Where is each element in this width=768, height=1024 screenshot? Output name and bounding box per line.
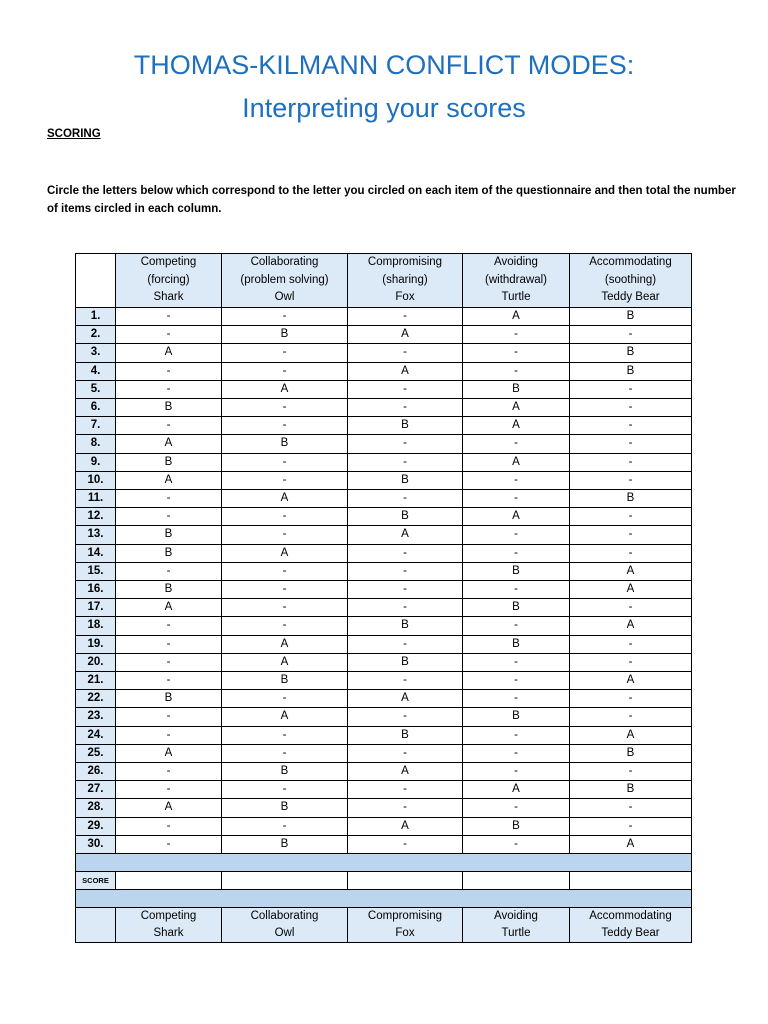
answer-cell-compromising[interactable]: A bbox=[348, 362, 463, 380]
answer-cell-compromising[interactable]: - bbox=[348, 672, 463, 690]
footer-row bbox=[76, 908, 692, 943]
item-number: 24. bbox=[76, 726, 116, 744]
item-number: 19. bbox=[76, 635, 116, 653]
answer-cell-accommodating[interactable]: - bbox=[570, 599, 692, 617]
answer-cell-collaborating[interactable]: A bbox=[222, 708, 348, 726]
score-cell-collaborating[interactable] bbox=[222, 872, 348, 890]
answer-cell-avoiding[interactable]: B bbox=[463, 817, 570, 835]
answer-cell-competing[interactable]: B bbox=[116, 399, 222, 417]
score-cell-avoiding[interactable] bbox=[463, 872, 570, 890]
answer-cell-competing[interactable]: - bbox=[116, 726, 222, 744]
table-row bbox=[76, 308, 692, 326]
answer-cell-compromising[interactable]: - bbox=[348, 562, 463, 580]
item-number: 20. bbox=[76, 653, 116, 671]
item-number: 22. bbox=[76, 690, 116, 708]
footer-avoiding: Avoiding Turtle bbox=[463, 908, 570, 943]
item-number: 21. bbox=[76, 672, 116, 690]
answer-cell-accommodating[interactable]: - bbox=[570, 799, 692, 817]
table-row bbox=[76, 526, 692, 544]
answer-cell-compromising[interactable]: - bbox=[348, 490, 463, 508]
answer-cell-accommodating[interactable]: - bbox=[570, 435, 692, 453]
score-cell-competing[interactable] bbox=[116, 872, 222, 890]
answer-cell-compromising[interactable]: - bbox=[348, 744, 463, 762]
answer-cell-collaborating[interactable]: B bbox=[222, 435, 348, 453]
table-row bbox=[76, 508, 692, 526]
answer-cell-compromising[interactable]: - bbox=[348, 399, 463, 417]
table-row bbox=[76, 380, 692, 398]
item-number: 12. bbox=[76, 508, 116, 526]
item-number: 13. bbox=[76, 526, 116, 544]
scoring-table bbox=[75, 253, 692, 943]
answer-cell-accommodating[interactable]: - bbox=[570, 690, 692, 708]
answer-cell-accommodating[interactable]: B bbox=[570, 744, 692, 762]
answer-cell-compromising[interactable]: B bbox=[348, 726, 463, 744]
item-number: 16. bbox=[76, 581, 116, 599]
answer-cell-accommodating[interactable]: A bbox=[570, 562, 692, 580]
answer-cell-compromising[interactable]: - bbox=[348, 344, 463, 362]
answer-cell-compromising[interactable]: A bbox=[348, 763, 463, 781]
answer-cell-accommodating[interactable]: - bbox=[570, 417, 692, 435]
answer-cell-competing[interactable]: B bbox=[116, 453, 222, 471]
answer-cell-avoiding[interactable]: B bbox=[463, 708, 570, 726]
table-row bbox=[76, 708, 692, 726]
answer-cell-competing[interactable]: - bbox=[116, 635, 222, 653]
answer-cell-competing[interactable]: - bbox=[116, 653, 222, 671]
answer-cell-collaborating[interactable]: - bbox=[222, 781, 348, 799]
answer-cell-avoiding[interactable]: A bbox=[463, 508, 570, 526]
answer-cell-competing[interactable]: - bbox=[116, 380, 222, 398]
answer-cell-avoiding[interactable]: B bbox=[463, 599, 570, 617]
item-number: 8. bbox=[76, 435, 116, 453]
answer-cell-collaborating[interactable]: - bbox=[222, 690, 348, 708]
answer-cell-collaborating[interactable]: - bbox=[222, 562, 348, 580]
answer-cell-competing[interactable]: - bbox=[116, 562, 222, 580]
answer-cell-accommodating[interactable]: - bbox=[570, 708, 692, 726]
table-row bbox=[76, 435, 692, 453]
answer-cell-competing[interactable]: B bbox=[116, 581, 222, 599]
table-row bbox=[76, 653, 692, 671]
answer-cell-accommodating[interactable]: - bbox=[570, 763, 692, 781]
answer-cell-competing[interactable]: B bbox=[116, 526, 222, 544]
item-number: 10. bbox=[76, 471, 116, 489]
answer-cell-accommodating[interactable]: - bbox=[570, 326, 692, 344]
answer-cell-avoiding[interactable]: - bbox=[463, 544, 570, 562]
answer-cell-collaborating[interactable]: - bbox=[222, 471, 348, 489]
answer-cell-compromising[interactable]: B bbox=[348, 653, 463, 671]
answer-cell-collaborating[interactable]: A bbox=[222, 635, 348, 653]
answer-cell-avoiding[interactable]: - bbox=[463, 835, 570, 853]
header-accommodating: Accommodating (soothing) Teddy Bear bbox=[570, 254, 692, 308]
answer-cell-avoiding[interactable]: - bbox=[463, 726, 570, 744]
answer-cell-collaborating[interactable]: - bbox=[222, 581, 348, 599]
score-cell-compromising[interactable] bbox=[348, 872, 463, 890]
answer-cell-avoiding[interactable]: - bbox=[463, 690, 570, 708]
answer-cell-compromising[interactable]: - bbox=[348, 708, 463, 726]
table-row bbox=[76, 453, 692, 471]
header-blank-cell bbox=[76, 254, 116, 308]
item-number: 17. bbox=[76, 599, 116, 617]
answer-cell-compromising[interactable]: - bbox=[348, 835, 463, 853]
answer-cell-accommodating[interactable]: - bbox=[570, 508, 692, 526]
answer-cell-accommodating[interactable]: - bbox=[570, 380, 692, 398]
answer-cell-compromising[interactable]: A bbox=[348, 326, 463, 344]
table-row bbox=[76, 599, 692, 617]
table-row bbox=[76, 781, 692, 799]
answer-cell-avoiding[interactable]: B bbox=[463, 562, 570, 580]
answer-cell-avoiding[interactable]: B bbox=[463, 380, 570, 398]
answer-cell-collaborating[interactable]: - bbox=[222, 744, 348, 762]
header-competing: Competing (forcing) Shark bbox=[116, 254, 222, 308]
score-row bbox=[76, 872, 692, 890]
answer-cell-collaborating[interactable]: B bbox=[222, 672, 348, 690]
item-number: 6. bbox=[76, 399, 116, 417]
answer-cell-competing[interactable]: A bbox=[116, 744, 222, 762]
item-rows bbox=[76, 308, 692, 854]
answer-cell-accommodating[interactable]: A bbox=[570, 726, 692, 744]
shaded-separator-row bbox=[76, 854, 692, 872]
answer-cell-competing[interactable]: - bbox=[116, 672, 222, 690]
answer-cell-competing[interactable]: - bbox=[116, 835, 222, 853]
item-number: 23. bbox=[76, 708, 116, 726]
answer-cell-avoiding[interactable]: - bbox=[463, 581, 570, 599]
table-row bbox=[76, 326, 692, 344]
answer-cell-collaborating[interactable]: A bbox=[222, 380, 348, 398]
answer-cell-compromising[interactable]: - bbox=[348, 380, 463, 398]
item-number: 26. bbox=[76, 763, 116, 781]
answer-cell-competing[interactable]: - bbox=[116, 417, 222, 435]
answer-cell-competing[interactable]: - bbox=[116, 508, 222, 526]
item-number: 1. bbox=[76, 308, 116, 326]
answer-cell-collaborating[interactable]: - bbox=[222, 344, 348, 362]
item-number: 4. bbox=[76, 362, 116, 380]
answer-cell-compromising[interactable]: B bbox=[348, 471, 463, 489]
item-number: 5. bbox=[76, 380, 116, 398]
answer-cell-competing[interactable]: A bbox=[116, 471, 222, 489]
answer-cell-avoiding[interactable]: - bbox=[463, 490, 570, 508]
answer-cell-avoiding[interactable]: B bbox=[463, 635, 570, 653]
table-row bbox=[76, 835, 692, 853]
answer-cell-collaborating[interactable]: - bbox=[222, 508, 348, 526]
answer-cell-collaborating[interactable]: - bbox=[222, 362, 348, 380]
answer-cell-accommodating[interactable]: A bbox=[570, 672, 692, 690]
item-number: 15. bbox=[76, 562, 116, 580]
answer-cell-collaborating[interactable]: - bbox=[222, 617, 348, 635]
item-number: 29. bbox=[76, 817, 116, 835]
answer-cell-compromising[interactable]: - bbox=[348, 781, 463, 799]
item-number: 30. bbox=[76, 835, 116, 853]
answer-cell-avoiding[interactable]: A bbox=[463, 308, 570, 326]
answer-cell-compromising[interactable]: B bbox=[348, 417, 463, 435]
answer-cell-collaborating[interactable]: - bbox=[222, 726, 348, 744]
answer-cell-avoiding[interactable]: - bbox=[463, 744, 570, 762]
answer-cell-avoiding[interactable]: - bbox=[463, 362, 570, 380]
footer-compromising: Compromising Fox bbox=[348, 908, 463, 943]
answer-cell-avoiding[interactable]: - bbox=[463, 326, 570, 344]
answer-cell-collaborating[interactable]: B bbox=[222, 763, 348, 781]
item-number: 11. bbox=[76, 490, 116, 508]
answer-cell-accommodating[interactable]: - bbox=[570, 471, 692, 489]
section-label: SCORING bbox=[47, 128, 101, 140]
answer-cell-competing[interactable]: - bbox=[116, 617, 222, 635]
answer-cell-competing[interactable]: B bbox=[116, 544, 222, 562]
answer-cell-compromising[interactable]: - bbox=[348, 544, 463, 562]
answer-cell-competing[interactable]: A bbox=[116, 344, 222, 362]
table-row bbox=[76, 690, 692, 708]
answer-cell-accommodating[interactable]: - bbox=[570, 635, 692, 653]
answer-cell-accommodating[interactable]: B bbox=[570, 781, 692, 799]
table-row bbox=[76, 562, 692, 580]
table-row bbox=[76, 672, 692, 690]
answer-cell-competing[interactable]: - bbox=[116, 308, 222, 326]
answer-cell-collaborating[interactable]: - bbox=[222, 453, 348, 471]
answer-cell-collaborating[interactable]: A bbox=[222, 544, 348, 562]
table-row bbox=[76, 763, 692, 781]
answer-cell-avoiding[interactable]: - bbox=[463, 344, 570, 362]
answer-cell-accommodating[interactable]: - bbox=[570, 526, 692, 544]
answer-cell-competing[interactable]: - bbox=[116, 362, 222, 380]
answer-cell-avoiding[interactable]: - bbox=[463, 672, 570, 690]
item-number: 9. bbox=[76, 453, 116, 471]
footer-competing: Competing Shark bbox=[116, 908, 222, 943]
answer-cell-avoiding[interactable]: - bbox=[463, 471, 570, 489]
table-row bbox=[76, 726, 692, 744]
item-number: 28. bbox=[76, 799, 116, 817]
answer-cell-collaborating[interactable]: B bbox=[222, 835, 348, 853]
answer-cell-accommodating[interactable]: - bbox=[570, 817, 692, 835]
answer-cell-compromising[interactable]: - bbox=[348, 453, 463, 471]
answer-cell-compromising[interactable]: A bbox=[348, 526, 463, 544]
answer-cell-compromising[interactable]: A bbox=[348, 817, 463, 835]
answer-cell-competing[interactable]: - bbox=[116, 817, 222, 835]
table-row bbox=[76, 399, 692, 417]
page-subtitle: Interpreting your scores bbox=[242, 93, 526, 123]
item-number: 2. bbox=[76, 326, 116, 344]
page-title: THOMAS-KILMANN CONFLICT MODES: bbox=[133, 50, 635, 80]
footer-accommodating: Accommodating Teddy Bear bbox=[570, 908, 692, 943]
item-number: 14. bbox=[76, 544, 116, 562]
answer-cell-compromising[interactable]: - bbox=[348, 799, 463, 817]
answer-cell-accommodating[interactable]: - bbox=[570, 453, 692, 471]
answer-cell-compromising[interactable]: B bbox=[348, 617, 463, 635]
answer-cell-accommodating[interactable]: A bbox=[570, 835, 692, 853]
table-row bbox=[76, 635, 692, 653]
item-number: 18. bbox=[76, 617, 116, 635]
table-row bbox=[76, 744, 692, 762]
item-number: 25. bbox=[76, 744, 116, 762]
answer-cell-compromising[interactable]: B bbox=[348, 508, 463, 526]
answer-cell-competing[interactable]: - bbox=[116, 326, 222, 344]
table-row bbox=[76, 817, 692, 835]
answer-cell-competing[interactable]: B bbox=[116, 690, 222, 708]
answer-cell-avoiding[interactable]: A bbox=[463, 399, 570, 417]
answer-cell-collaborating[interactable]: A bbox=[222, 490, 348, 508]
answer-cell-avoiding[interactable]: - bbox=[463, 653, 570, 671]
answer-cell-competing[interactable]: - bbox=[116, 490, 222, 508]
answer-cell-competing[interactable]: A bbox=[116, 435, 222, 453]
table-row bbox=[76, 417, 692, 435]
instructions-text: Circle the letters below which correspond to the letter you circled on each item of the questionnaire and then total the number of items circled in each column. bbox=[47, 185, 736, 215]
header-compromising: Compromising (sharing) Fox bbox=[348, 254, 463, 308]
answer-cell-collaborating[interactable]: B bbox=[222, 326, 348, 344]
item-number: 3. bbox=[76, 344, 116, 362]
answer-cell-avoiding[interactable]: - bbox=[463, 617, 570, 635]
answer-cell-collaborating[interactable]: B bbox=[222, 799, 348, 817]
answer-cell-collaborating[interactable]: A bbox=[222, 653, 348, 671]
answer-cell-accommodating[interactable]: B bbox=[570, 308, 692, 326]
table-row bbox=[76, 544, 692, 562]
answer-cell-accommodating[interactable]: B bbox=[570, 490, 692, 508]
item-number: 27. bbox=[76, 781, 116, 799]
answer-cell-avoiding[interactable]: - bbox=[463, 526, 570, 544]
answer-cell-avoiding[interactable]: A bbox=[463, 453, 570, 471]
answer-cell-compromising[interactable]: - bbox=[348, 599, 463, 617]
table-row bbox=[76, 362, 692, 380]
score-label: SCORE bbox=[76, 872, 116, 890]
header-avoiding: Avoiding (withdrawal) Turtle bbox=[463, 254, 570, 308]
header-collaborating: Collaborating (problem solving) Owl bbox=[222, 254, 348, 308]
footer-collaborating: Collaborating Owl bbox=[222, 908, 348, 943]
answer-cell-competing[interactable]: A bbox=[116, 799, 222, 817]
answer-cell-collaborating[interactable]: - bbox=[222, 526, 348, 544]
answer-cell-accommodating[interactable]: - bbox=[570, 544, 692, 562]
answer-cell-avoiding[interactable]: A bbox=[463, 417, 570, 435]
answer-cell-compromising[interactable]: - bbox=[348, 435, 463, 453]
answer-cell-compromising[interactable]: - bbox=[348, 308, 463, 326]
answer-cell-collaborating[interactable]: - bbox=[222, 817, 348, 835]
answer-cell-collaborating[interactable]: - bbox=[222, 399, 348, 417]
answer-cell-avoiding[interactable]: - bbox=[463, 435, 570, 453]
table-row bbox=[76, 490, 692, 508]
answer-cell-compromising[interactable]: - bbox=[348, 635, 463, 653]
header-row bbox=[76, 254, 692, 308]
answer-cell-competing[interactable]: - bbox=[116, 763, 222, 781]
answer-cell-avoiding[interactable]: - bbox=[463, 799, 570, 817]
answer-cell-competing[interactable]: A bbox=[116, 599, 222, 617]
answer-cell-accommodating[interactable]: A bbox=[570, 581, 692, 599]
answer-cell-collaborating[interactable]: - bbox=[222, 308, 348, 326]
table-row bbox=[76, 617, 692, 635]
table-row bbox=[76, 471, 692, 489]
answer-cell-competing[interactable]: - bbox=[116, 708, 222, 726]
answer-cell-accommodating[interactable]: - bbox=[570, 399, 692, 417]
answer-cell-accommodating[interactable]: B bbox=[570, 344, 692, 362]
shaded-separator-row bbox=[76, 890, 692, 908]
footer-blank-cell bbox=[76, 908, 116, 943]
table-row bbox=[76, 581, 692, 599]
answer-cell-compromising[interactable]: - bbox=[348, 581, 463, 599]
answer-cell-accommodating[interactable]: - bbox=[570, 653, 692, 671]
table-row bbox=[76, 344, 692, 362]
answer-cell-compromising[interactable]: A bbox=[348, 690, 463, 708]
answer-cell-accommodating[interactable]: B bbox=[570, 362, 692, 380]
score-cell-accommodating[interactable] bbox=[570, 872, 692, 890]
table-row bbox=[76, 799, 692, 817]
item-number: 7. bbox=[76, 417, 116, 435]
answer-cell-avoiding[interactable]: A bbox=[463, 781, 570, 799]
answer-cell-competing[interactable]: - bbox=[116, 781, 222, 799]
answer-cell-collaborating[interactable]: - bbox=[222, 417, 348, 435]
answer-cell-collaborating[interactable]: - bbox=[222, 599, 348, 617]
answer-cell-avoiding[interactable]: - bbox=[463, 763, 570, 781]
answer-cell-accommodating[interactable]: A bbox=[570, 617, 692, 635]
